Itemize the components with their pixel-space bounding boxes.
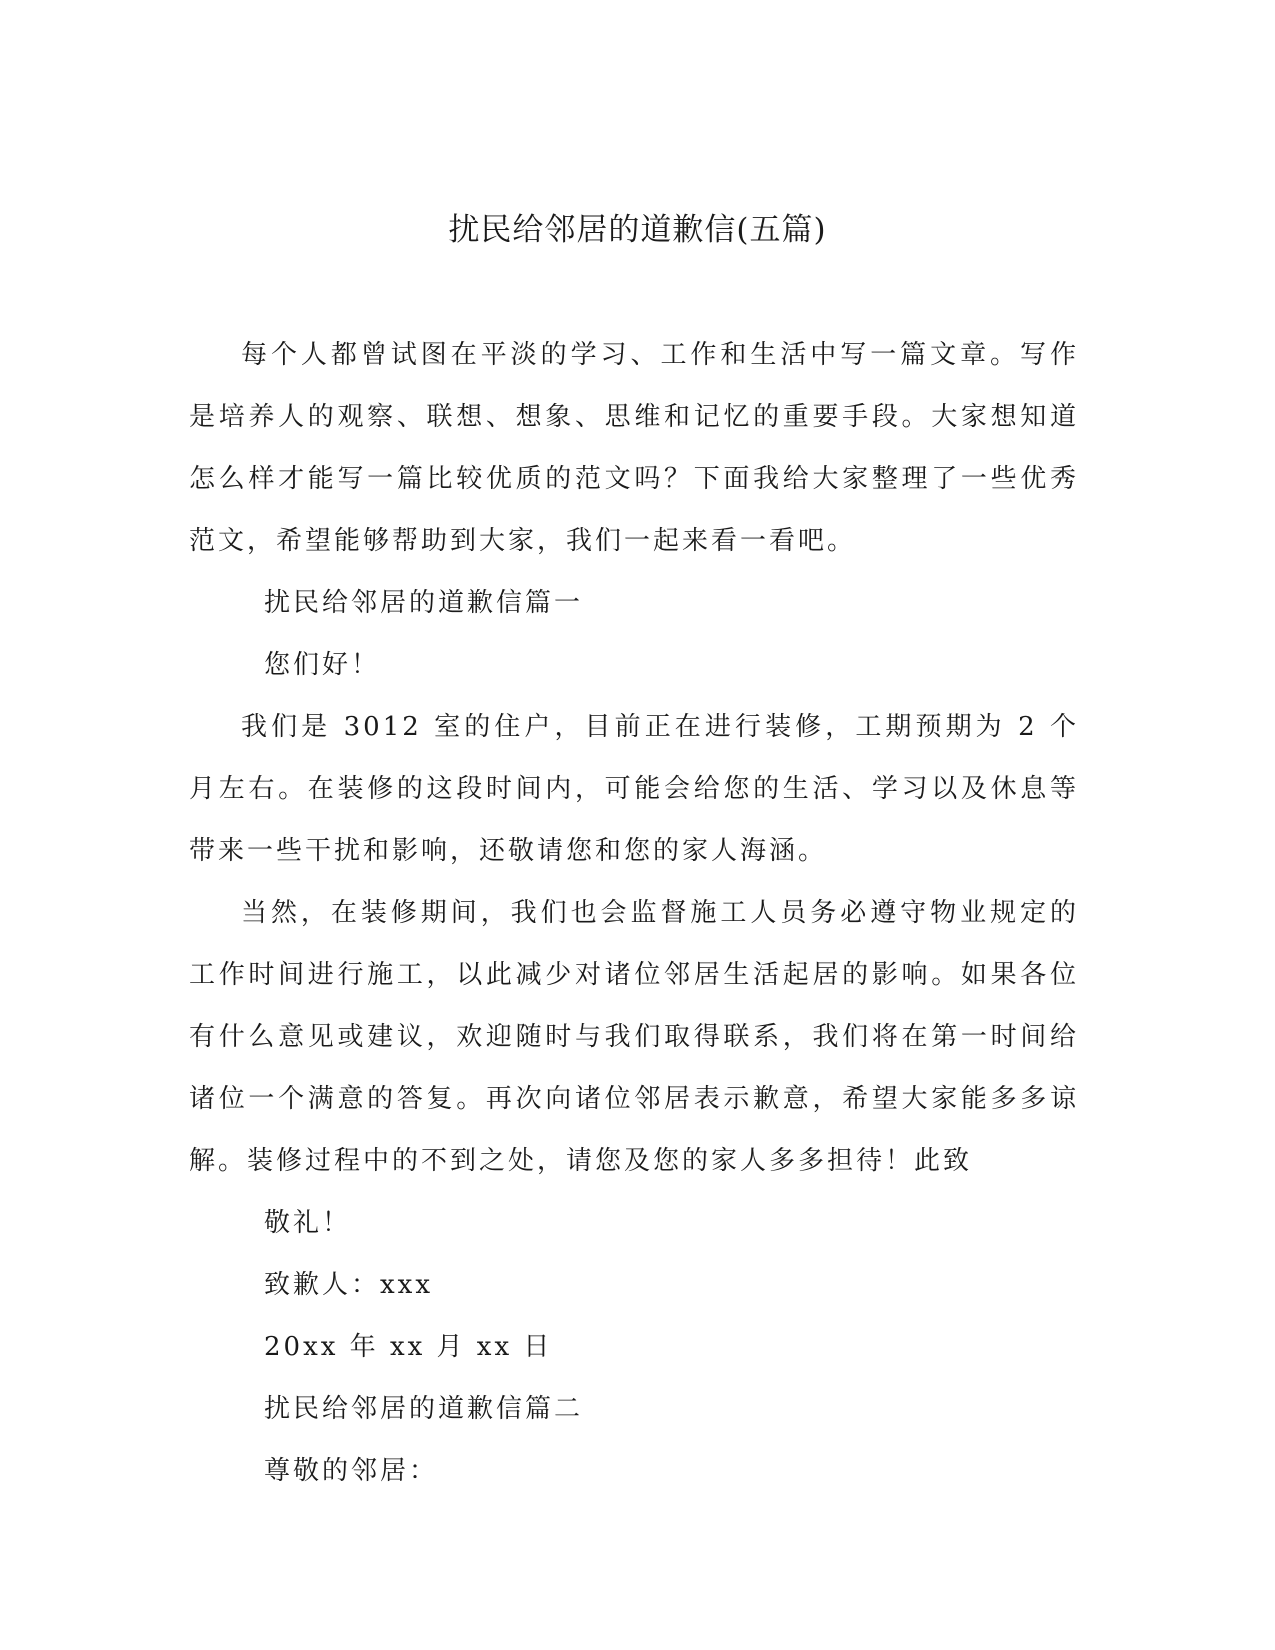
section-heading-1: 扰民给邻居的道歉信篇一 <box>264 588 584 618</box>
date-line: 20xx 年 xx 月 xx 日 <box>264 1332 553 1362</box>
document-title: 扰民给邻居的道歉信(五篇) <box>448 212 827 248</box>
intro-paragraph: 每个人都曾试图在平淡的学习、工作和生活中写一篇文章。写作是培养人的观察、联想、想象、思维和记忆的重要手段。大家想知道怎么样才能写一篇比较优质的范文吗？下面我给大家整理了一些优秀范文，希望能够帮助到大家，我们一起来看一看吧。 <box>189 340 1079 556</box>
section-heading-2: 扰民给邻居的道歉信篇二 <box>264 1394 584 1424</box>
document-body <box>189 324 1079 1502</box>
greeting: 您们好！ <box>264 650 381 680</box>
letter-paragraph-1: 我们是 3012 室的住户，目前正在进行装修，工期预期为 2 个月左右。在装修的这段时间内，可能会给您的生活、学习以及休息等带来一些干扰和影响，还敬请您和您的家人海涵。 <box>189 712 1079 866</box>
greeting-2: 尊敬的邻居： <box>264 1456 439 1486</box>
signature-line: 致歉人：xxx <box>264 1270 433 1300</box>
letter-paragraph-2: 当然，在装修期间，我们也会监督施工人员务必遵守物业规定的工作时间进行施工，以此减少对诸位邻居生活起居的影响。如果各位有什么意见或建议，欢迎随时与我们取得联系，我们将在第一时间给诸位一个满意的答复。再次向诸位邻居表示歉意，希望大家能多多谅解。装修过程中的不到之处，请您及您的家人多多担待！此致 <box>189 898 1079 1176</box>
salutation-closing: 敬礼！ <box>264 1208 352 1238</box>
